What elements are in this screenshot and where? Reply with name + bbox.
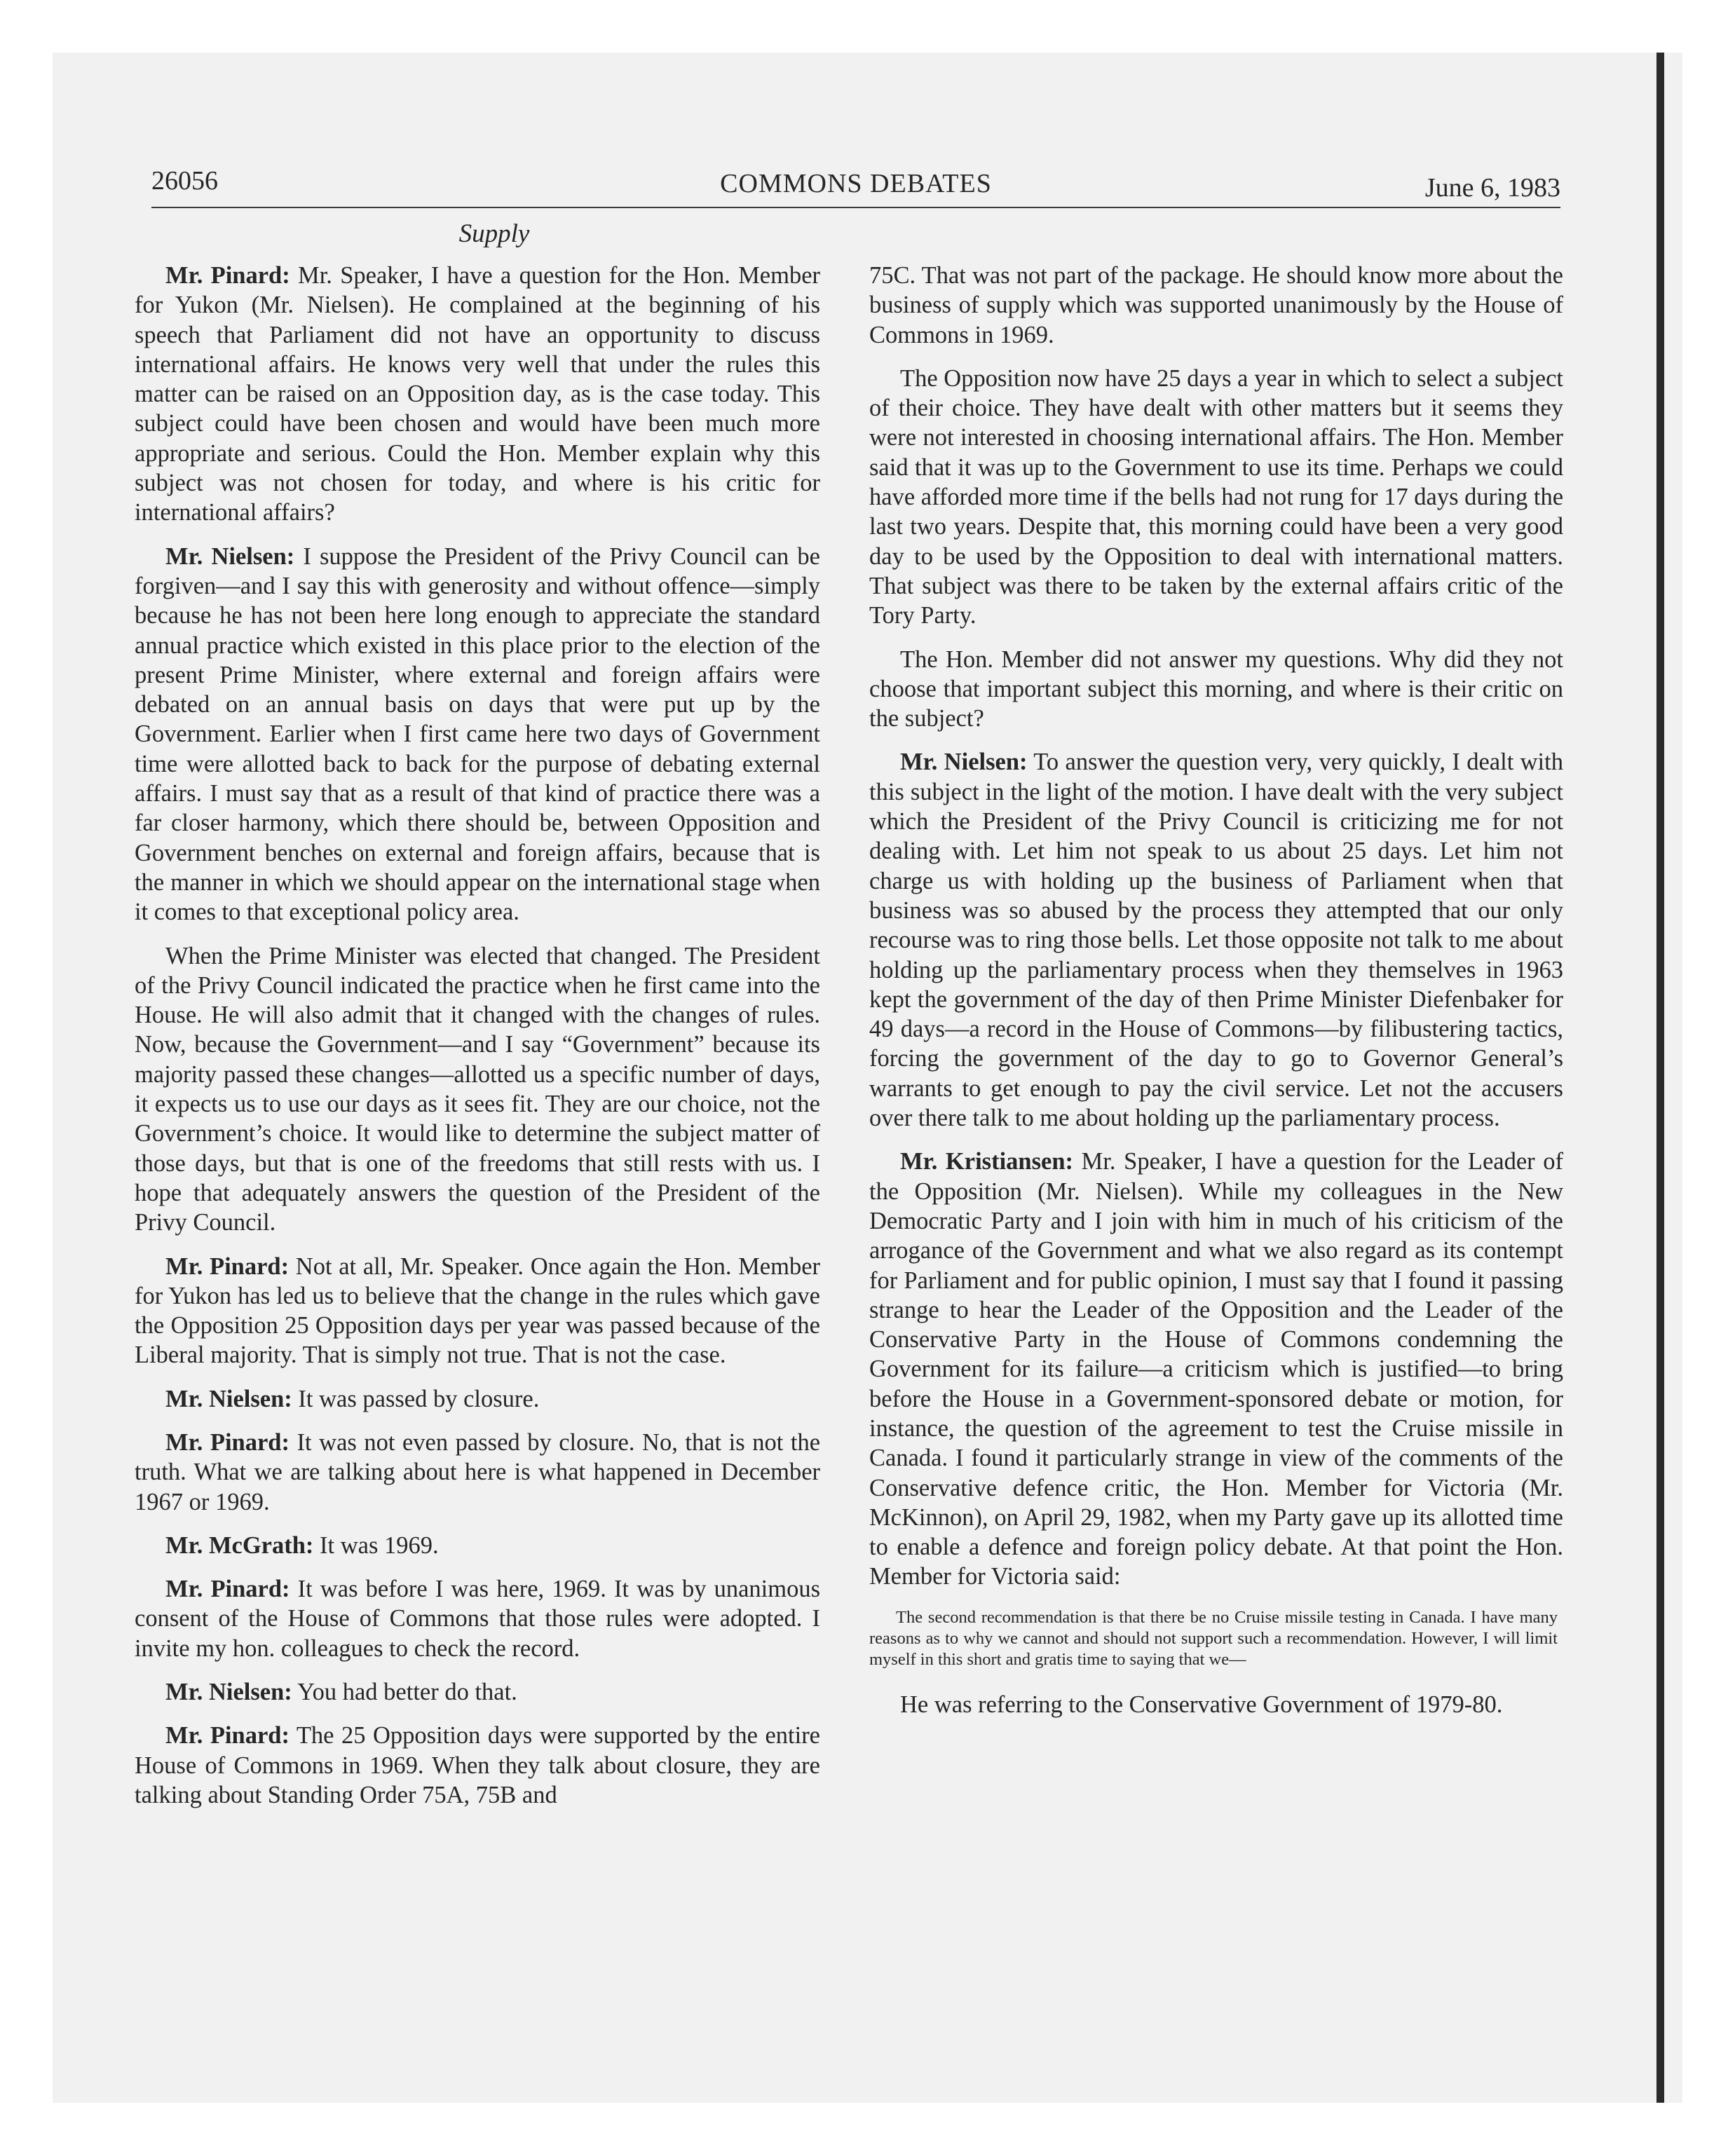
section-heading: Supply bbox=[458, 219, 530, 248]
speaker-name: Mr. Pinard: bbox=[165, 1428, 290, 1456]
speech-text: Mr. Speaker, I have a question for the Leader of the Opposition (Mr. Nielsen). While my colleagues in the New Democratic Party and I join with him in much of his criticism of the arrogance of the Government and what we also regard as its contempt for Parliament and for public opinion, I must say that I found it passing strange to hear the Leader of the Opposition and the Leader of the Conservative Party in the House of Commons condemning the Government for its failure—a criticism which is justified—to bring before the House in a Government-sponsored debate or motion, for instance, the question of the agreement to test the Cruise missile in Canada. I found it particularly strange in view of the comments of the Conservative defence critic, the Hon. Member for Victoria (Mr. McKinnon), on April 29, 1982, when my Party gave up its allotted time to enable a defence and foreign policy debate. At that point the Hon. Member for Victoria said: bbox=[869, 1148, 1564, 1590]
binding-edge bbox=[1656, 53, 1664, 2103]
page-header bbox=[151, 165, 1560, 207]
speaker-name: Mr. Pinard: bbox=[165, 1576, 290, 1603]
speech-text: You had better do that. bbox=[297, 1679, 517, 1706]
paragraph bbox=[135, 261, 820, 528]
left-column bbox=[135, 261, 820, 1824]
header-rule bbox=[151, 207, 1560, 208]
speaker-name: Mr. Pinard: bbox=[165, 1722, 290, 1749]
speech-text: To answer the question very, very quickly, I dealt with this subject in the light of the motion. I have dealt with the very subject which the President of the Privy Council is criticizing me for not dealing with. Let him not speak to us about 25 days. Let him not charge us with holding up the business of Parliament when that business was so abused by the process they attempted that our only recourse was to ring those bells. Let those opposite not talk to me about holding up the parliamentary process when they themselves in 1963 kept the government of the day of then Prime Minister Diefenbaker for 49 days—a record in the House of Commons—by filibustering tactics, forcing the government of the day to go to Governor General’s warrants to get enough to pay the civil service. Let not the accusers over there talk to me about holding up the parliamentary process. bbox=[869, 749, 1563, 1132]
speech-text: It was not even passed by closure. No, that is not the truth. What we are talking about here is what happened in December 1967 or 1969. bbox=[135, 1428, 821, 1515]
publication-date: June 6, 1983 bbox=[1424, 173, 1560, 203]
speech-text: It was before I was here, 1969. It was by unanimous consent of the House of Commons that those rules were adopted. I invite my hon. colleagues to check the record. bbox=[135, 1576, 820, 1662]
block-quote bbox=[869, 1607, 1563, 1670]
paragraph bbox=[869, 261, 1563, 350]
paragraph bbox=[869, 645, 1563, 734]
paragraph bbox=[869, 364, 1563, 631]
paragraph bbox=[135, 1531, 820, 1560]
speech-text: The 25 Opposition days were supported by the entire House of Commons in 1969. When they talk about closure, they are talking about Standing Order 75A, 75B and bbox=[135, 1722, 820, 1808]
speech-text: It was 1969. bbox=[320, 1531, 439, 1559]
page-number: 26056 bbox=[151, 166, 218, 196]
speaker-name: Mr. Pinard: bbox=[165, 1253, 290, 1280]
speech-text: It was passed by closure. bbox=[298, 1385, 540, 1412]
speaker-name: Mr. Kristiansen: bbox=[900, 1148, 1074, 1175]
quote-text: The second recommendation is that there be no Cruise missile testing in Canada. I have many reasons as to why we cannot and should not support such a recommendation. However, I will limit myself in this short and gratis time to saying that we— bbox=[869, 1607, 1558, 1669]
speech-text: Mr. Speaker, I have a question for the Hon. Member for Yukon (Mr. Nielsen). He complained at the beginning of his speech that Parliament did not have an opportunity to discuss international affairs. He knows very well that under the rules this matter can be raised on an Opposition day, as is the case today. This subject could have been chosen and would have been much more appropriate and serious. Could the Hon. Member explain why this subject was not chosen for today, and where is his critic for international affairs? bbox=[135, 262, 821, 526]
paragraph bbox=[135, 1677, 820, 1707]
speaker-name: Mr. Nielsen: bbox=[165, 1679, 292, 1706]
publication-title: COMMONS DEBATES bbox=[720, 169, 992, 198]
speech-text: The Hon. Member did not answer my questions. Why did they not choose that important subject this morning, and where is their critic on the subject? bbox=[869, 646, 1563, 732]
closing-paragraph: He was referring to the Conservative Government of 1979-80. bbox=[900, 1691, 1503, 1718]
speech-text: When the Prime Minister was elected that changed. The President of the Privy Council indicated the practice when he first came into the House. He will also admit that it changed with the changes of rules. Now, because the Government—and I say “Government” because its majority passed these changes—allotted us a specific number of days, it expects us to use our days as it sees fit. They are our choice, not the Government’s choice. It would like to determine the subject matter of those days, but that is one of the freedoms that still rests with us. I hope that adequately answers the question of the President of the Privy Council. bbox=[135, 942, 820, 1236]
paragraph bbox=[869, 1147, 1563, 1591]
paragraph bbox=[135, 941, 820, 1238]
speech-text: I suppose the President of the Privy Council can be forgiven—and I say this with generosity and without offence—simply because he has not been here long enough to appreciate the standard annual practice which existed in this place prior to the election of the present Prime Minister, where external and foreign affairs were debated on an annual basis on days that were put up by the Government. Earlier when I first came here two days of Government time were allotted back to back for the purpose of debating external affairs. I must say that as a result of that kind of practice there was a far closer harmony, which there should be, between Opposition and Government benches on external and foreign affairs, because that is the manner in which we should appear on the international stage when it comes to that exceptional policy area. bbox=[135, 543, 820, 926]
speaker-name: Mr. Nielsen: bbox=[165, 1385, 292, 1412]
paragraph bbox=[869, 747, 1563, 1133]
right-column bbox=[869, 261, 1563, 1733]
speech-text: 75C. That was not part of the package. He should know more about the business of supply which was supported unanimously by the House of Commons in 1969. bbox=[869, 262, 1563, 348]
paragraph bbox=[135, 1252, 820, 1370]
paragraph bbox=[135, 1721, 820, 1810]
speaker-name: Mr. Pinard: bbox=[165, 262, 290, 289]
paragraph bbox=[135, 1574, 820, 1663]
speech-text: The Opposition now have 25 days a year in which to select a subject of their choice. They have dealt with other matters but it seems they were not interested in choosing international affairs. The Hon. Member said that it was up to the Government to use its time. Perhaps we could have afforded more time if the bells had not rung for 17 days during the last two years. Despite that, this morning could have been a very good day to be used by the Opposition to deal with international matters. That subject was there to be taken by the external affairs critic of the Tory Party. bbox=[869, 364, 1564, 629]
paragraph bbox=[135, 542, 820, 927]
speaker-name: Mr. Nielsen: bbox=[165, 543, 295, 570]
speaker-name: Mr. Nielsen: bbox=[900, 749, 1028, 776]
speech-text: Not at all, Mr. Speaker. Once again the Hon. Member for Yukon has led us to believe that the change in the rules which gave the Opposition 25 Opposition days per year was passed because of the Liberal majority. That is simply not true. That is not the case. bbox=[135, 1253, 821, 1369]
paragraph bbox=[135, 1384, 820, 1414]
speaker-name: Mr. McGrath: bbox=[165, 1531, 314, 1559]
paragraph bbox=[135, 1428, 820, 1517]
